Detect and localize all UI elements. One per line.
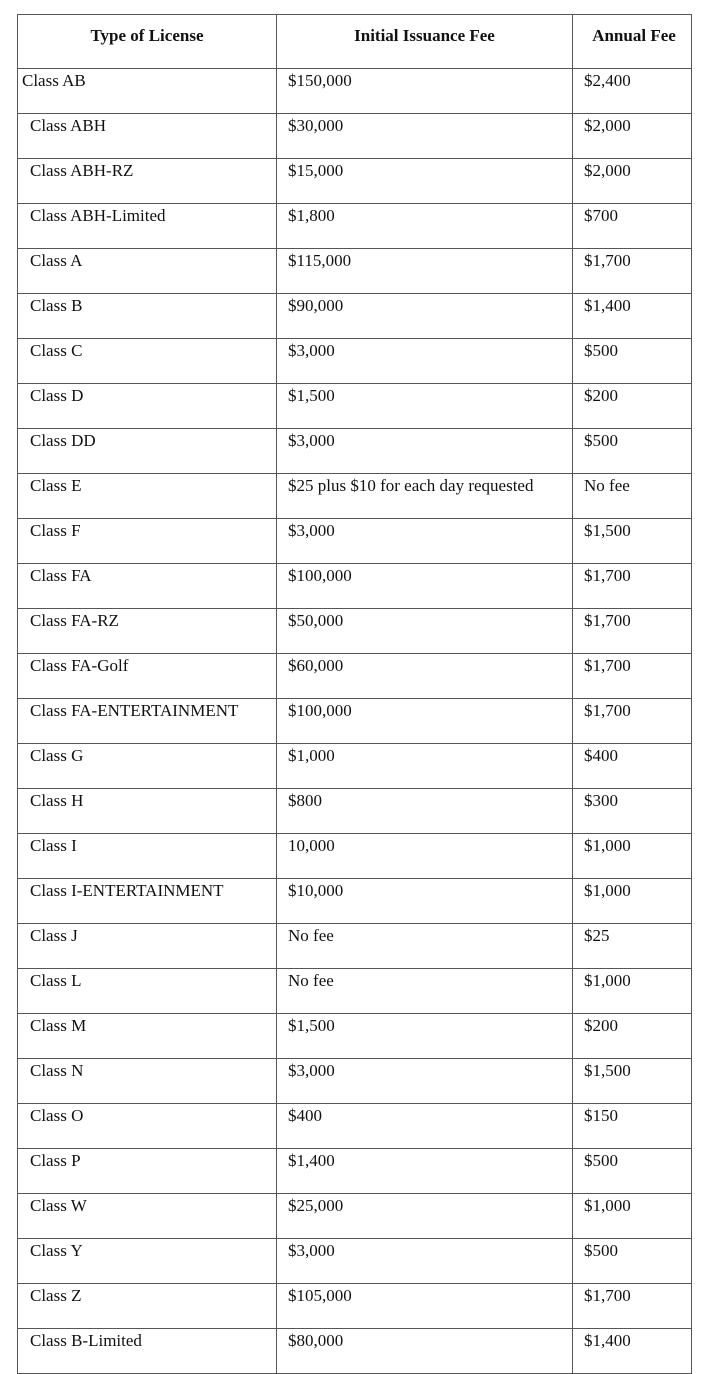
initial-fee-cell: $800 [277, 789, 573, 834]
license-type-cell: Class E [18, 474, 277, 519]
license-type-cell: Class N [18, 1059, 277, 1104]
license-type-cell: Class J [18, 924, 277, 969]
initial-fee-cell: $1,500 [277, 1014, 573, 1059]
annual-fee-cell: $1,500 [573, 519, 692, 564]
annual-fee-cell: $200 [573, 1014, 692, 1059]
initial-fee-cell: $150,000 [277, 69, 573, 114]
table-body [18, 69, 692, 1374]
annual-fee-cell: $1,400 [573, 1329, 692, 1374]
initial-fee-cell: No fee [277, 969, 573, 1014]
table-row [18, 114, 692, 159]
initial-fee-cell: $3,000 [277, 1059, 573, 1104]
table-row [18, 834, 692, 879]
initial-fee-cell: $1,000 [277, 744, 573, 789]
header-row [18, 15, 692, 69]
table-row [18, 969, 692, 1014]
table-row [18, 69, 692, 114]
annual-fee-cell: $500 [573, 1149, 692, 1194]
initial-fee-cell: $100,000 [277, 564, 573, 609]
license-type-cell: Class AB [18, 69, 277, 114]
license-type-cell: Class ABH [18, 114, 277, 159]
table-row [18, 654, 692, 699]
initial-fee-cell: $3,000 [277, 339, 573, 384]
annual-fee-cell: $500 [573, 429, 692, 474]
table-row [18, 699, 692, 744]
initial-fee-cell: $1,500 [277, 384, 573, 429]
initial-fee-cell: $400 [277, 1104, 573, 1149]
initial-fee-cell: $1,400 [277, 1149, 573, 1194]
initial-fee-cell: $30,000 [277, 114, 573, 159]
initial-fee-cell: $60,000 [277, 654, 573, 699]
table-row [18, 1239, 692, 1284]
license-type-cell: Class L [18, 969, 277, 1014]
header-annual-fee: Annual Fee [573, 15, 692, 69]
license-type-cell: Class O [18, 1104, 277, 1149]
table-row [18, 1149, 692, 1194]
annual-fee-cell: $1,000 [573, 834, 692, 879]
initial-fee-cell: $3,000 [277, 429, 573, 474]
table-row [18, 564, 692, 609]
license-type-cell: Class FA [18, 564, 277, 609]
annual-fee-cell: $1,000 [573, 879, 692, 924]
initial-fee-cell: $3,000 [277, 519, 573, 564]
license-type-cell: Class Y [18, 1239, 277, 1284]
annual-fee-cell: $1,700 [573, 1284, 692, 1329]
license-type-cell: Class D [18, 384, 277, 429]
license-type-cell: Class F [18, 519, 277, 564]
license-type-cell: Class C [18, 339, 277, 384]
license-type-cell: Class FA-Golf [18, 654, 277, 699]
table-row [18, 1194, 692, 1239]
table-row [18, 384, 692, 429]
annual-fee-cell: $1,700 [573, 249, 692, 294]
initial-fee-cell: $105,000 [277, 1284, 573, 1329]
initial-fee-cell: 10,000 [277, 834, 573, 879]
annual-fee-cell: $500 [573, 1239, 692, 1284]
table-row [18, 1329, 692, 1374]
annual-fee-cell: $1,700 [573, 699, 692, 744]
license-type-cell: Class G [18, 744, 277, 789]
header-initial-issuance-fee: Initial Issuance Fee [277, 15, 573, 69]
annual-fee-cell: $2,000 [573, 159, 692, 204]
table-row [18, 924, 692, 969]
license-type-cell: Class FA-ENTERTAINMENT [18, 699, 277, 744]
annual-fee-cell: $1,000 [573, 1194, 692, 1239]
table-row [18, 339, 692, 384]
license-type-cell: Class B [18, 294, 277, 339]
initial-fee-cell: $50,000 [277, 609, 573, 654]
table-row [18, 1014, 692, 1059]
license-type-cell: Class B-Limited [18, 1329, 277, 1374]
initial-fee-cell: No fee [277, 924, 573, 969]
license-type-cell: Class ABH-Limited [18, 204, 277, 249]
annual-fee-cell: $2,400 [573, 69, 692, 114]
initial-fee-cell: $80,000 [277, 1329, 573, 1374]
table-row [18, 1104, 692, 1149]
license-type-cell: Class ABH-RZ [18, 159, 277, 204]
license-type-cell: Class DD [18, 429, 277, 474]
initial-fee-cell: $115,000 [277, 249, 573, 294]
table-row [18, 1284, 692, 1329]
initial-fee-cell: $10,000 [277, 879, 573, 924]
table-row [18, 879, 692, 924]
annual-fee-cell: No fee [573, 474, 692, 519]
annual-fee-cell: $1,700 [573, 564, 692, 609]
annual-fee-cell: $1,500 [573, 1059, 692, 1104]
table-row [18, 474, 692, 519]
initial-fee-cell: $3,000 [277, 1239, 573, 1284]
table-row [18, 204, 692, 249]
annual-fee-cell: $150 [573, 1104, 692, 1149]
initial-fee-cell: $1,800 [277, 204, 573, 249]
initial-fee-cell: $90,000 [277, 294, 573, 339]
table-row [18, 1059, 692, 1104]
annual-fee-cell: $200 [573, 384, 692, 429]
initial-fee-cell: $15,000 [277, 159, 573, 204]
license-type-cell: Class A [18, 249, 277, 294]
annual-fee-cell: $300 [573, 789, 692, 834]
annual-fee-cell: $1,000 [573, 969, 692, 1014]
annual-fee-cell: $1,700 [573, 654, 692, 699]
initial-fee-cell: $25,000 [277, 1194, 573, 1239]
table-row [18, 519, 692, 564]
license-type-cell: Class H [18, 789, 277, 834]
license-type-cell: Class I-ENTERTAINMENT [18, 879, 277, 924]
annual-fee-cell: $2,000 [573, 114, 692, 159]
license-type-cell: Class W [18, 1194, 277, 1239]
table-row [18, 789, 692, 834]
annual-fee-cell: $400 [573, 744, 692, 789]
table-row [18, 429, 692, 474]
license-type-cell: Class M [18, 1014, 277, 1059]
annual-fee-cell: $25 [573, 924, 692, 969]
license-type-cell: Class FA-RZ [18, 609, 277, 654]
license-fee-table [17, 14, 692, 1374]
table-row [18, 609, 692, 654]
table-row [18, 294, 692, 339]
license-type-cell: Class I [18, 834, 277, 879]
annual-fee-cell: $1,700 [573, 609, 692, 654]
initial-fee-cell: $25 plus $10 for each day requested [277, 474, 573, 519]
table-row [18, 249, 692, 294]
initial-fee-cell: $100,000 [277, 699, 573, 744]
annual-fee-cell: $1,400 [573, 294, 692, 339]
table-row [18, 744, 692, 789]
table-row [18, 159, 692, 204]
annual-fee-cell: $700 [573, 204, 692, 249]
annual-fee-cell: $500 [573, 339, 692, 384]
license-type-cell: Class P [18, 1149, 277, 1194]
license-type-cell: Class Z [18, 1284, 277, 1329]
header-type-of-license: Type of License [18, 15, 277, 69]
